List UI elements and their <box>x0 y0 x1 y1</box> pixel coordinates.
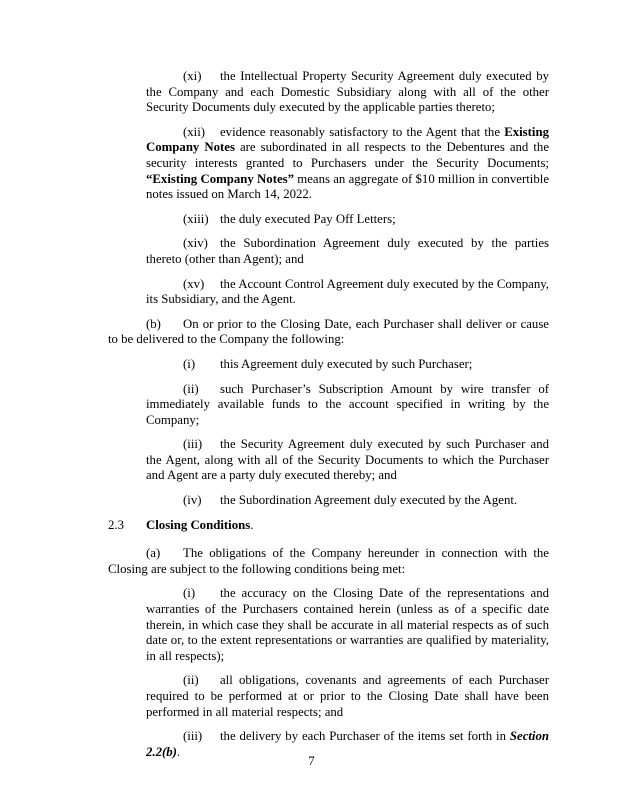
clause-xi <box>146 69 549 116</box>
text-run: means an aggregate of $10 million in convertible notes issued on March 14, 2022. <box>146 171 549 202</box>
clause-b-i <box>146 357 549 373</box>
text-run: Closing Conditions <box>146 517 251 532</box>
clause-label: (ii) <box>183 381 199 396</box>
text-run: “Existing Company Notes” <box>146 171 295 186</box>
clause-b-iv <box>146 493 549 509</box>
clause-a <box>108 546 549 577</box>
text-run: Section 2.2(b) <box>146 729 549 759</box>
clause-xv <box>146 277 549 308</box>
clause-b-iii <box>146 437 549 484</box>
clause-xii <box>146 125 549 203</box>
clause-a-ii <box>146 673 549 720</box>
text-run: The obligations of the Company hereunder in connection with the Closing are subject to the following conditions being met: <box>108 546 549 576</box>
text-run: On or prior to the Closing Date, each Purchaser shall deliver or cause to be delivered to the Company the following: <box>108 316 549 347</box>
clause-label: (a) <box>146 546 161 561</box>
clause-xiii <box>146 212 549 228</box>
clause-label: (iv) <box>183 493 202 508</box>
clause-label: (iii) <box>183 437 203 452</box>
text-run: this Agreement duly executed by such Purchaser; <box>220 356 473 371</box>
text-run: . <box>250 517 254 532</box>
page-footer <box>0 754 623 770</box>
clause-label: (xi) <box>183 69 202 83</box>
text-run: the Subordination Agreement duly executed by the Agent. <box>220 493 518 508</box>
clause-label: (xv) <box>183 276 205 291</box>
text-run: all obligations, covenants and agreements of each Purchaser required to be performed at or prior to the Closing Date shall have been performed in all material respects; and <box>146 673 549 719</box>
clause-label: (iii) <box>183 729 203 744</box>
text-run: evidence reasonably satisfactory to the Agent that the <box>220 124 505 139</box>
text-run: are subordinated in all respects to the Debentures and the security interests granted to Purchasers under the Security Documents; <box>146 140 549 170</box>
text-run: . <box>176 744 181 759</box>
clause-label: (xiii) <box>183 211 209 226</box>
text-run: the duly executed Pay Off Letters; <box>220 211 396 226</box>
text-run: such Purchaser’s Subscription Amount by wire transfer of immediately available funds to the account specified in writing by the Company; <box>146 381 549 427</box>
text-run: the Security Agreement duly executed by such Purchaser and the Agent, along with all of the Security Documents to which the Purchaser and Agent are a party duly executed thereby; and <box>146 437 549 483</box>
section-2-3-heading <box>108 518 549 534</box>
clause-b-ii <box>146 382 549 429</box>
text-run: the Subordination Agreement duly executed by the parties thereto (other than Agent); and <box>146 236 549 266</box>
text-run: the delivery by each Purchaser of the items set forth in <box>220 729 510 744</box>
clause-label: (b) <box>146 316 161 331</box>
text-run: the accuracy on the Closing Date of the representations and warranties of the Purchasers contained herein (unless as of a specific date therein, in which case they shall be accurate in all material respects as of such date or, to the extent representations or warranties are qualified by materiality, in all respects); <box>146 586 549 663</box>
document-body <box>108 69 549 769</box>
text-run: the Account Control Agreement duly executed by the Company, its Subsidiary, and the Agent. <box>146 276 549 307</box>
clause-label: (xiv) <box>183 236 208 251</box>
text-run: the Intellectual Property Security Agreement duly executed by the Company and each Domestic Subsidiary along with all of the other Security Documents duly executed by the applicable parties thereto; <box>146 69 549 115</box>
clause-label: 2.3 <box>108 517 124 532</box>
clause-label: (ii) <box>183 673 199 688</box>
page-number: 7 <box>308 754 315 768</box>
clause-xiv <box>146 236 549 267</box>
text-run: Existing Company Notes <box>146 124 549 155</box>
clause-label: (i) <box>183 586 196 601</box>
clause-label: (i) <box>183 356 196 371</box>
clause-a-i <box>146 586 549 664</box>
clause-b <box>108 317 549 348</box>
clause-label: (xii) <box>183 124 206 139</box>
